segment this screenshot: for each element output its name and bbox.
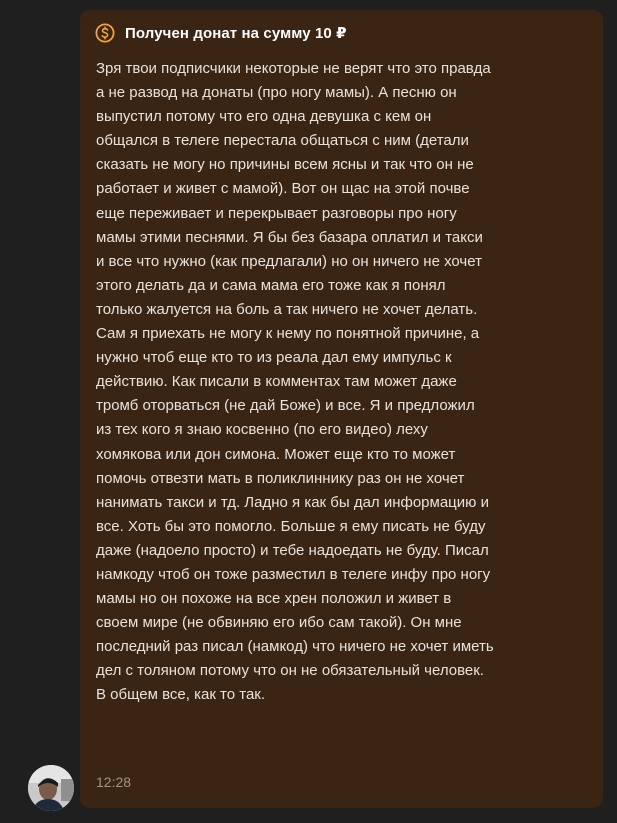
- donation-message: [80, 10, 603, 808]
- avatar[interactable]: [28, 765, 74, 811]
- coin-icon: [95, 23, 115, 43]
- avatar-image: [28, 765, 74, 811]
- message-timestamp: 12:28: [96, 774, 132, 790]
- message-text: Зря твои подписчики некоторые не верят что это правда а не развод на донаты (про ногу мамы). А песню он выпустил потому что его одна девушка с кем он общался в телеге перестала общаться с ним (детали сказать не могу но причины всем ясны и так что он не работает и живет с мамой). Вот он щас на этой почве еще переживает и перекрывает разговоры про ногу мамы этими песнями. Я бы без базара оплатил и такси и все что нужно (как предлагали) но он ничего не хочет этого делать да и сама мама его тоже как я понял только жалуется на боль а так ничего не хочет делать. Сам я приехать не могу к нему по понятной причине, а нужно чтоб еще кто то из реала дал ему импульс к действию. Как писали в комментах там может даже тромб оторваться (не дай Боже) и все. Я и предложил из тех кого я знаю косвенно (по его видео) леху хомякова или дон симона. Может еще кто то может помочь отвезти мать в поликлиннику раз он не хочет нанимать такси и тд. Ладно я как бы дал информацию и все. Хоть бы это помогло. Больше я ему писать не буду даже (надоело просто) и тебе надоедать не буду. Писал намкоду чтоб он тоже разместил в телеге инфу про ногу мамы но он похоже на все хрен положил и живет в своем мире (не обвиняю его ибо сам такой). Он мне последний раз писал (намкод) что ничего не хочет иметь дел с толяном потому что он не обязательный человек. В общем все, как то так.: [96, 60, 494, 704]
- donation-title: Получен донат на сумму 10 ₽: [125, 25, 347, 42]
- donation-header: [95, 23, 347, 43]
